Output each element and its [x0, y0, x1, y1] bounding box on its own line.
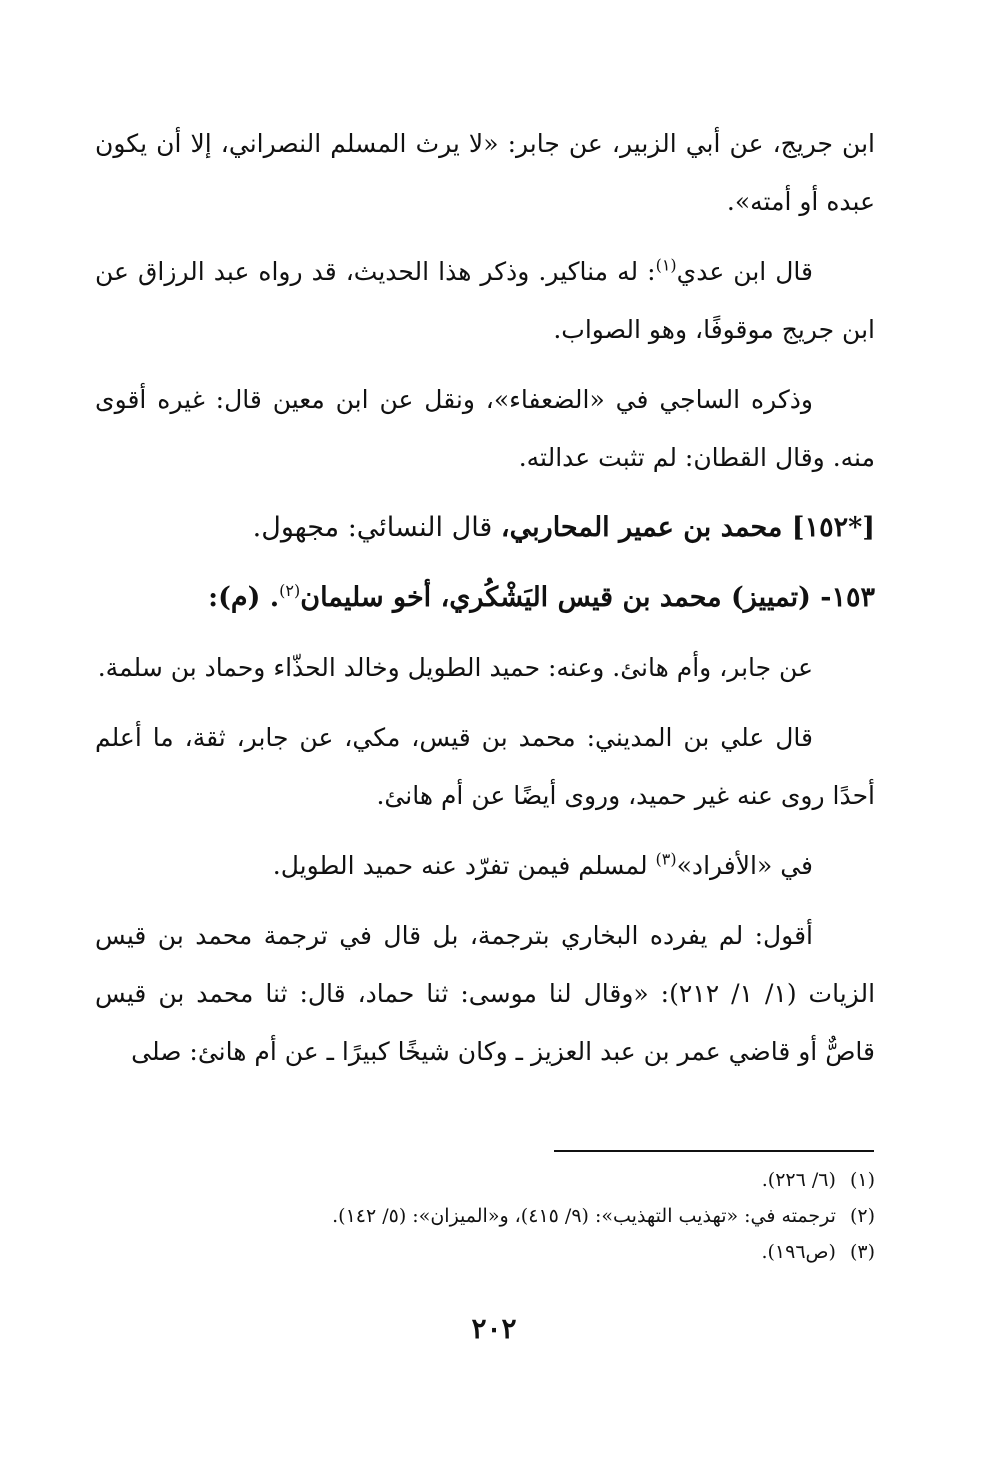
footnote-number: (١) — [849, 1169, 875, 1191]
footnote-3 — [95, 1234, 875, 1270]
entry-153-heading: ١٥٣- (تمييز) محمد بن قيس اليَشْكُري، أخو سليمان — [300, 582, 875, 613]
footnote-2 — [95, 1198, 875, 1234]
entry-152-heading: [*١٥٢] محمد بن عمير المحاربي، — [500, 512, 875, 543]
paragraph-ibn-adi — [95, 243, 875, 359]
paragraph-afrad-start: في «الأفراد» — [676, 851, 813, 880]
paragraph-ibn-adi-end: : له مناكير. وذكر هذا الحديث، قد رواه عبد الرزاق عن ابن جريج موقوفًا، وهو الصواب. — [95, 257, 875, 344]
footnote-divider — [554, 1150, 874, 1152]
page-number: ٢٠٢ — [471, 1312, 517, 1345]
footnote-number: (٢) — [849, 1205, 875, 1227]
paragraph-ibn-madini: قال علي بن المديني: محمد بن قيس، مكي، عن جابر، ثقة، ما أعلم أحدًا روى عنه غير حميد، وروى أيضًا عن أم هانئ. — [95, 723, 875, 810]
footnote-text: (ص١٩٦). — [761, 1241, 836, 1263]
entry-153 — [95, 569, 875, 627]
footnotes — [95, 1162, 875, 1270]
footnote-1 — [95, 1162, 875, 1198]
main-text — [95, 115, 875, 1093]
paragraph-ibn-adi-start: قال ابن عدي — [676, 257, 813, 286]
paragraph-narrators: عن جابر، وأم هانئ. وعنه: حميد الطويل وخالد الحذّاء وحماد بن سلمة. — [97, 653, 813, 682]
paragraph-afrad — [95, 837, 875, 895]
footnote-ref-1[interactable]: (١) — [655, 255, 677, 275]
footnote-ref-2[interactable]: (٢) — [279, 581, 301, 600]
footnote-number: (٣) — [849, 1241, 875, 1263]
entry-152 — [95, 499, 875, 557]
paragraph-aqul: أقول: لم يفرده البخاري بترجمة، بل قال في ترجمة محمد بن قيس الزيات (١/ ١/ ٢١٢): «وقال لنا موسى: ثنا حماد، قال: ثنا محمد بن قيس قاصٌّ أو قاضي عمر بن عبد العزيز ـ وكان شيخًا كبيرًا ـ عن أم هانئ: صلى — [95, 921, 876, 1066]
footnote-ref-3[interactable]: (٣) — [655, 849, 677, 869]
paragraph-afrad-end: لمسلم فيمن تفرّد عنه حميد الطويل. — [272, 851, 656, 880]
footnote-text: (٦/ ٢٢٦). — [761, 1169, 836, 1191]
entry-153-tail: . (م): — [208, 582, 280, 613]
entry-152-text: قال النسائي: مجهول. — [252, 512, 501, 543]
paragraph-1: ابن جريج، عن أبي الزبير، عن جابر: «لا يرث المسلم النصراني، إلا أن يكون عبده أو أمته». — [95, 129, 875, 216]
footnote-text: ترجمته في: «تهذيب التهذيب»: (٩/ ٤١٥)، و«الميزان»: (٥/ ١٤٢). — [332, 1205, 836, 1227]
paragraph-saji: وذكره الساجي في «الضعفاء»، ونقل عن ابن معين قال: غيره أقوى منه. وقال القطان: لم تثبت عدالته. — [95, 385, 875, 472]
